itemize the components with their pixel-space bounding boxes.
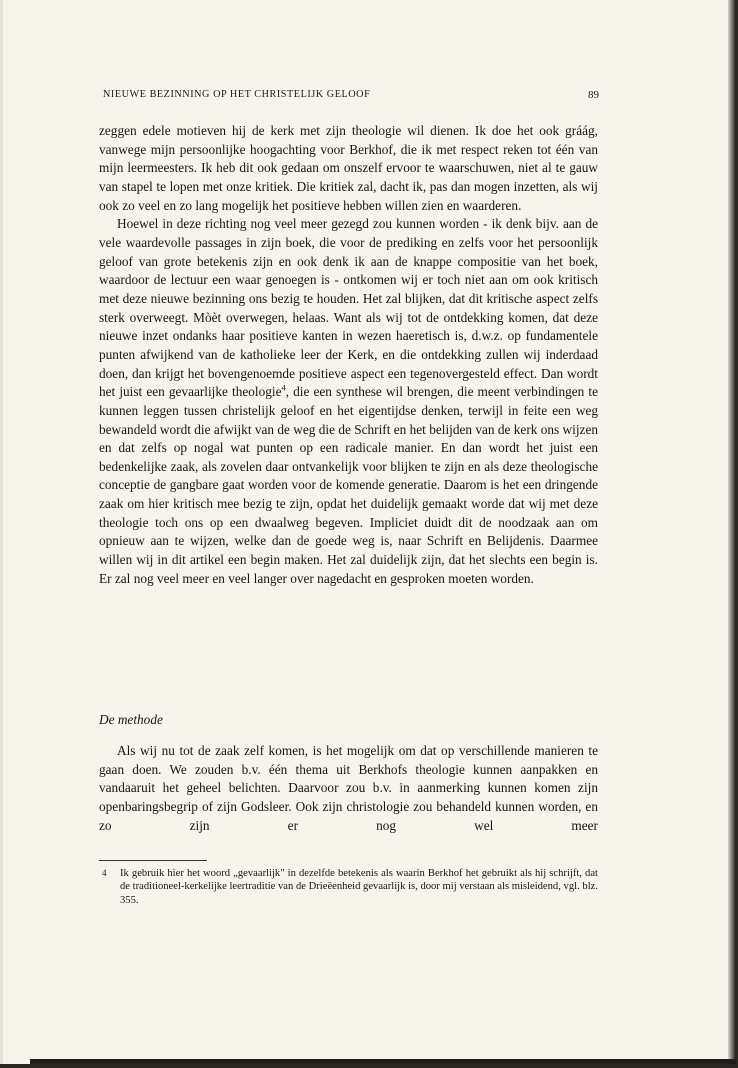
paragraph-2-text-b: , die een synthese wil brengen, die meent verbindingen te kunnen leggen tussen christelijk geloof en het eigentijdse denken, terwijl in feite een weg bewandeld wordt die afwijkt van de weg die de Schrift en het belijden van de kerk ons wijzen en dat zelfs op nogal wat punten op een radicale manier. En dan wordt het juist een bedenkelijke zaak, als zovelen daar ontvankelijk voor blijken te zijn en als deze theologische conceptie de gangbare gaat worden voor de komende generatie. Daarom is het een dringende zaak om hier kritisch mee bezig te zijn, opdat het duidelijk gemaakt worde dat wij met deze theologie toch ons op een dwaalweg begeven. Impliciet duidt dit de noodzaak aan om opnieuw aan te wijzen, welke dan de goede weg is, naar Schrift en Belijdenis. Daarmee willen wij in dit artikel een begin maken. Het zal duidelijk zijn, dat het slechts een begin is. Er zal nog veel meer en veel langer over nagedacht en gesproken moeten worden. (99, 384, 598, 586)
paragraph-2-text-a: Hoewel in deze richting nog veel meer gezegd zou kunnen worden - ik denk bijv. aan de vele waardevolle passages in zijn boek, die voor de prediking en zelfs voor het persoonlijk geloof van grote betekenis zijn en ook denk ik aan de knappe compositie van het boek, waardoor de lectuur een waar genoegen is - ontkomen wij er toch niet aan om ook kritisch met deze nieuwe bezinning ons bezig te houden. Het zal blijken, dat dit kritische aspect zelfs sterk overweegt. Mòèt overwegen, helaas. Want als wij tot de ontdekking komen, dat deze nieuwe inzet ondanks haar positieve kanten in wezen haeretisch is, d.w.z. op fundamentele punten afwijkend van de katholieke leer der Kerk, en die ontdekking zullen wij inderdaad doen, dan krijgt het bovengenoemde positieve aspect een tegenovergesteld effect. Dan wordt het juist een gevaarlijke theologie (99, 216, 598, 400)
body-text (99, 122, 598, 588)
footnote (102, 867, 598, 907)
scan-edge-left (0, 0, 3, 1064)
scan-edge-right (728, 0, 736, 1064)
section-heading: De methode (99, 712, 163, 727)
footnote-rule (99, 860, 207, 861)
page-number: 89 (588, 89, 599, 101)
scan-edge-bottom (30, 1059, 736, 1064)
body-text-section (99, 742, 598, 835)
footnote-mark: 4 (102, 868, 107, 878)
paragraph-1: zeggen edele motieven hij de kerk met zijn theologie wil dienen. Ik doe het ook gráág, vanwege mijn persoonlijke hoogachting voor Berkhof, die ik met respect reken tot één van mijn leermeesters. Ik heb dit ook gedaan om onszelf ervoor te waarschuwen, niet al te gauw van stapel te lopen met onze kritiek. Die kritiek zal, dacht ik, pas dan mogen inzetten, als wij ook zo veel en zo lang mogelijk het positieve hebben willen zien en waarderen. (99, 123, 598, 213)
footnote-reference: 4 (281, 382, 286, 393)
running-head (103, 89, 599, 105)
running-title: NIEUWE BEZINNING OP HET CHRISTELIJK GELOOF (103, 89, 371, 100)
footnote-text: Ik gebruik hier het woord „gevaarlijk" in dezelfde betekenis als waarin Berkhof het gebruikt als hij schrijft, dat de traditioneel-kerkelijke leertraditie van de Drieëenheid gevaarlijk is, door mij verstaan als misleidend, vgl. blz. 355. (120, 868, 598, 906)
paragraph-2 (99, 215, 598, 588)
paragraph-3: Als wij nu tot de zaak zelf komen, is het mogelijk om dat op verschillende manieren te gaan doen. We zouden b.v. één thema uit Berkhofs theologie kunnen aanpakken en vandaaruit het geheel belichten. Daarvoor zou b.v. in aanmerking kunnen komen zijn openbaringsbegrip of zijn Godsleer. Ook zijn christologie zou behandeld kunnen worden, en zo zijn er nog wel meer (99, 743, 598, 833)
